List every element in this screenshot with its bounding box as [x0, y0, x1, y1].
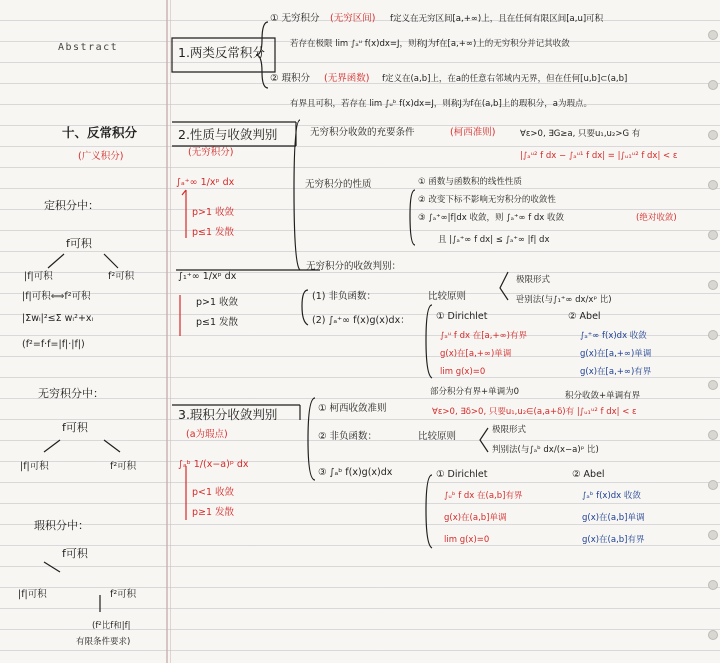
definite-relation: |f|可积⟺f²可积: [22, 291, 91, 302]
s2-abel-1: ∫ₐ⁺∞ f(x)dx 收敛: [580, 331, 647, 341]
s2-prop-1: ① 函数与函数积的线性性质: [418, 177, 522, 187]
s2-compare: 比较原则: [428, 291, 467, 302]
s1-flaw-label: ② 瑕积分: [270, 73, 311, 84]
s2-limit-form: 极限形式: [516, 275, 551, 285]
flaw-note-2: 有限条件要求): [76, 637, 131, 647]
s3-dirichlet-3: lim g(x)=0: [444, 535, 490, 545]
s3-nonneg: ② 非负函数：: [318, 431, 378, 442]
chapter-title: 十、反常积分: [62, 125, 138, 140]
s1-flaw-def: f定义在(a,b]上，在a的任意右邻域内无界，但在任何[u,b]⊂(a,b]: [382, 74, 628, 84]
s2-tag: (无穷积分): [188, 147, 234, 158]
s2-cauchy-tag: (柯西准则): [450, 127, 496, 138]
s3-example: ∫ₐᵇ 1/(x−a)ᵖ dx: [178, 459, 249, 470]
s2-title: 2.性质与收敛判别: [178, 127, 278, 142]
definite-left: |f|可积: [24, 271, 53, 282]
s2-nonneg: (1) 非负函数：: [312, 291, 376, 302]
s3-product: ③ ∫ₐᵇ f(x)g(x)dx: [318, 467, 393, 478]
s1-infinite-label: ① 无穷积分: [270, 13, 320, 24]
s2-dirichlet-1: ∫ₐᵘ f dx 在[a,+∞)有界: [440, 331, 527, 341]
definite-inequality: |Σwᵢ|²≤Σ wᵢ²+xᵢ: [22, 313, 94, 324]
s2-example-p-le: p≤1 发散: [192, 227, 235, 238]
chapter-subtitle: (广义积分): [78, 151, 124, 162]
s3-cauchy: ① 柯西收敛准则: [318, 403, 387, 414]
s1-flaw-tag: (无界函数): [324, 73, 370, 84]
s3-example-p-lt: p<1 收敛: [192, 487, 235, 498]
s3-prog-form: 判别法(与∫ₐᵇ dx/(x−a)ᵖ 比): [492, 445, 599, 455]
s2-prop-3b: 且 |∫ₐ⁺∞ f dx| ≤ ∫ₐ⁺∞ |f| dx: [438, 235, 550, 245]
improper-right: f²可积: [110, 461, 137, 472]
s2-example2: ∫₁⁺∞ 1/xᵖ dx: [178, 271, 237, 282]
flaw-note-1: (f²比f和|f|: [92, 621, 131, 631]
flaw-center: f可积: [62, 547, 88, 560]
definite-center: f可积: [66, 237, 92, 250]
s2-example2-gt: p>1 收敛: [196, 297, 239, 308]
s3-dirichlet-1: ∫ᵤᵇ f dx 在(a,b]有界: [444, 491, 523, 501]
s3-abel-1: ∫ₐᵇ f(x)dx 收敛: [582, 491, 641, 501]
s1-infinite-def2: 若存在极限 lim ∫ₐᵘ f(x)dx=J，则称J为f在[a,+∞)上的无穷积分并记其收敛: [290, 39, 570, 49]
improper-left: |f|可积: [20, 461, 49, 472]
s2-prop-2: ② 改变下标不影响无穷积分的收敛性: [418, 195, 556, 205]
s2-example-integral: ∫ₐ⁺∞ 1/xᵖ dx: [176, 177, 235, 188]
s2-cauchy-cond: ∀ε>0, ∃G≥a, 只要u₁,u₂>G 有: [520, 129, 641, 139]
s2-dirichlet: ① Dirichlet: [436, 311, 488, 322]
s3-tag: (a为瑕点): [186, 429, 228, 440]
s2-abel-2: g(x)在[a,+∞)单调: [580, 349, 652, 359]
s2-judge-label: 无穷积分的收敛判别：: [306, 261, 402, 272]
margin-line-inner: [170, 0, 171, 663]
s1-flaw-def2: 有界且可积，若存在 lim ∫ᵤᵇ f(x)dx=J，则称J为f在(a,b]上的瑕积分，a为瑕点。: [290, 99, 592, 109]
s2-abel-3: g(x)在[a,+∞)有界: [580, 367, 652, 377]
s2-product: (2) ∫ₐ⁺∞ f(x)g(x)dx：: [312, 315, 410, 326]
s3-abel-2: g(x)在(a,b]单调: [582, 513, 645, 523]
flaw-left: |f|可积: [18, 589, 47, 600]
page-header-title: Abstract: [58, 42, 119, 53]
s3-cauchy-cond: ∀ε>0, ∃δ>0, 只要u₁,u₂∈(a,a+δ)有 |∫ᵤ₁ᵘ² f dx| < ε: [432, 407, 637, 417]
s2-prop-label: 无穷积分的性质: [305, 179, 372, 190]
s3-abel: ② Abel: [572, 469, 605, 480]
s3-title: 3.瑕积分收敛判别: [178, 407, 278, 422]
s2-example-p-gt: p>1 收敛: [192, 207, 235, 218]
s2-dirichlet-2: g(x)在[a,+∞)单调: [440, 349, 512, 359]
s1-infinite-def: f定义在无穷区间[a,+∞)上，且在任何有限区间[a,u]可积: [390, 14, 604, 24]
s3-compare: 比较原则: [418, 431, 457, 442]
s3-dirichlet: ① Dirichlet: [436, 469, 488, 480]
s1-title: 1.两类反常积分: [178, 45, 265, 60]
s2-cauchy-formula: |∫ₐᵘ² f dx − ∫ₐᵘ¹ f dx| = |∫ᵤ₁ᵘ² f dx| < ε: [520, 151, 678, 161]
definite-right: f²可积: [108, 271, 135, 282]
s3-note-right: 积分收敛+单调有界: [565, 391, 641, 401]
s3-note-top: 部分积分有界+单调为0: [430, 387, 520, 397]
s2-abel: ② Abel: [568, 311, 601, 322]
s3-dirichlet-2: g(x)在(a,b]单调: [444, 513, 507, 523]
s2-example2-le: p≤1 发散: [196, 317, 239, 328]
s2-prop-3: ③ ∫ₐ⁺∞|f|dx 收敛，则 ∫ₐ⁺∞ f dx 收敛: [418, 213, 565, 223]
improper-heading: 无穷积分中：: [38, 387, 104, 400]
flaw-right: f²可积: [110, 589, 137, 600]
improper-center: f可积: [62, 421, 88, 434]
s2-dirichlet-3: lim g(x)=0: [440, 367, 486, 377]
s3-example-p-ge: p≥1 发散: [192, 507, 235, 518]
s3-limit-form: 极限形式: [492, 425, 527, 435]
s2-cauchy-label: 无穷积分收敛的充要条件: [310, 127, 415, 138]
s1-infinite-tag: (无穷区间): [330, 13, 376, 24]
s3-abel-3: g(x)在(a,b]有界: [582, 535, 645, 545]
s2-prog-form: 판别法(与∫₁⁺∞ dx/xᵖ 比): [516, 295, 612, 305]
definite-heading: 定积分中：: [44, 199, 99, 212]
s2-prop-3-tag: (绝对收敛): [636, 213, 677, 223]
margin-line: [166, 0, 168, 663]
binding-holes: [706, 0, 720, 663]
flaw-heading: 瑕积分中：: [34, 519, 89, 532]
definite-identity: (f²=f·f=|f|·|f|): [22, 339, 85, 350]
